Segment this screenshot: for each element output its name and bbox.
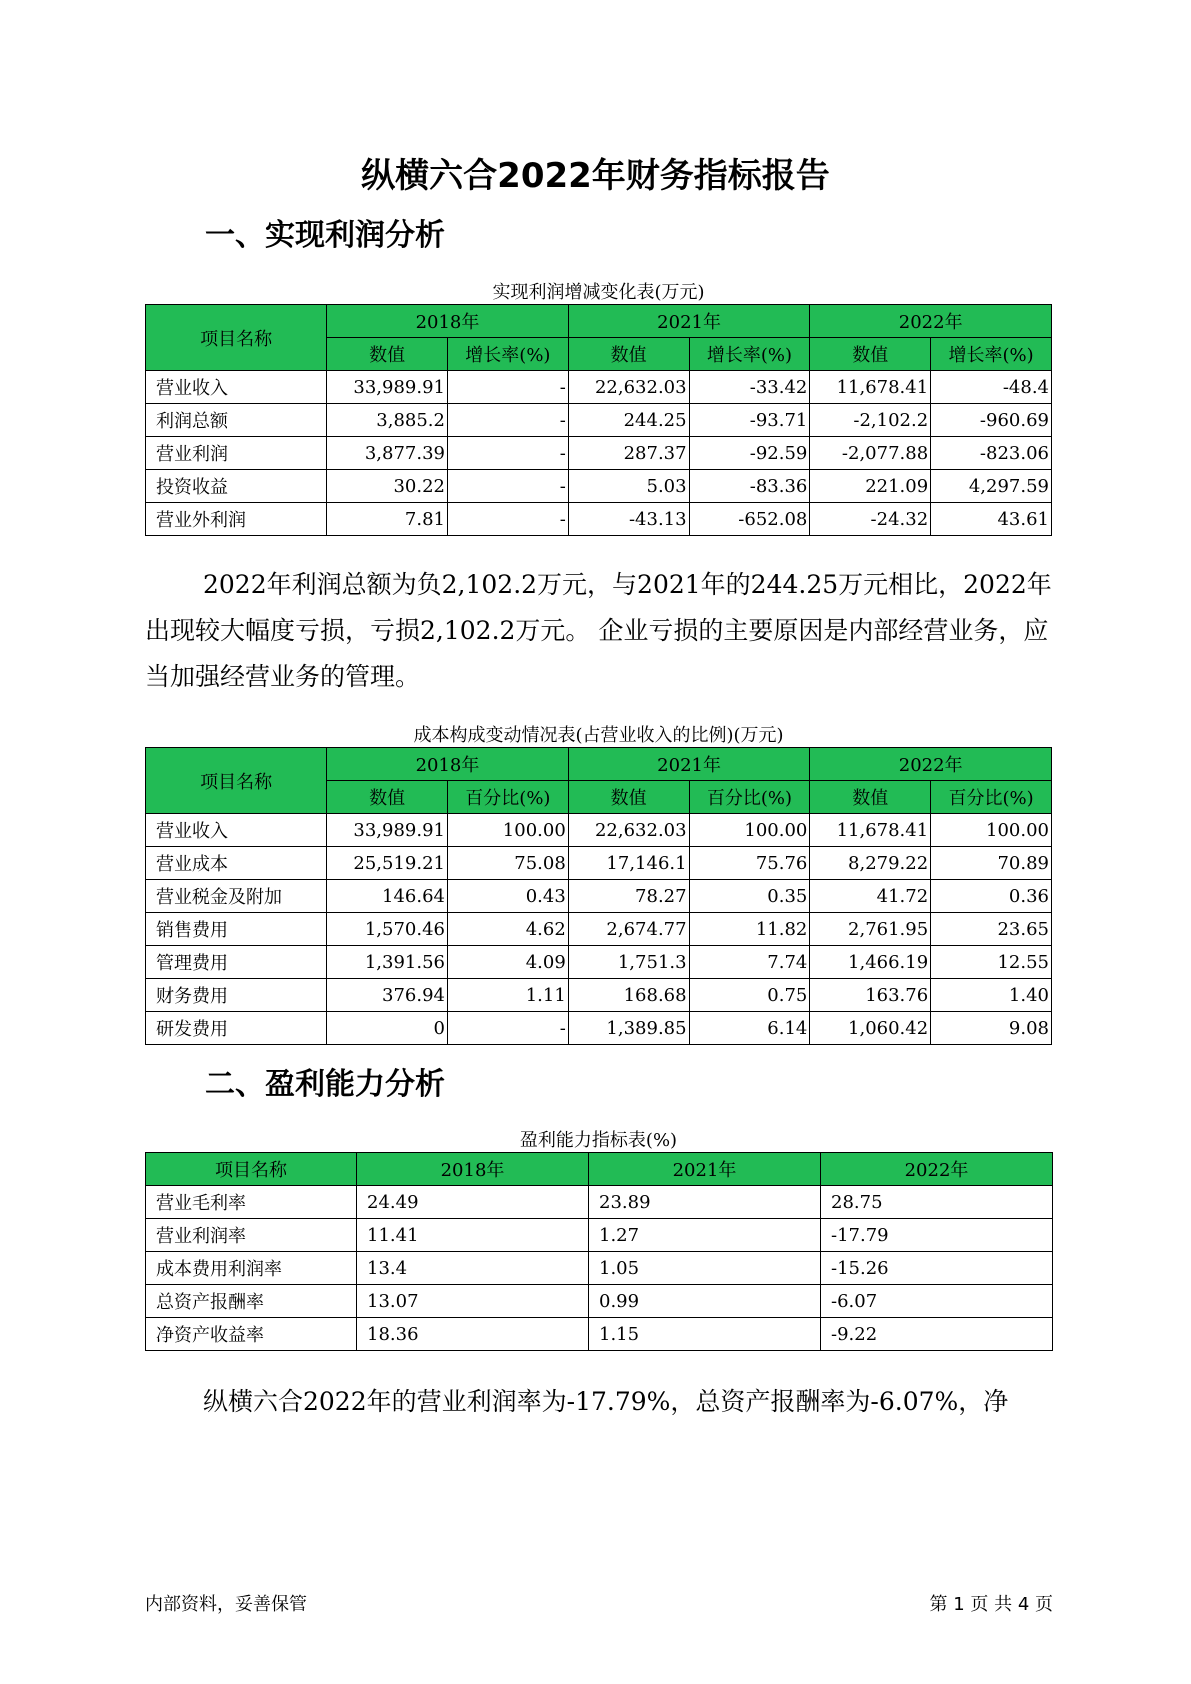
table-cell: 4,297.59 bbox=[931, 470, 1052, 503]
year-header: 2018年 bbox=[327, 305, 569, 338]
table-cell: 9.08 bbox=[931, 1012, 1052, 1045]
table-cell: 3,877.39 bbox=[327, 437, 448, 470]
table3-caption: 盈利能力指标表(%) bbox=[519, 1130, 678, 1151]
table-row bbox=[146, 1318, 1053, 1351]
table-row bbox=[146, 946, 1052, 979]
table-cell: 146.64 bbox=[327, 880, 448, 913]
section-heading-profitability: 二、盈利能力分析 bbox=[205, 1067, 445, 1102]
table-cell: -823.06 bbox=[931, 437, 1052, 470]
table-row bbox=[146, 371, 1052, 404]
row-label: 营业税金及附加 bbox=[146, 880, 327, 913]
table-cell: 13.4 bbox=[357, 1252, 589, 1285]
percent-header: 百分比(%) bbox=[931, 781, 1052, 814]
table-cell: -960.69 bbox=[931, 404, 1052, 437]
percent-header: 百分比(%) bbox=[689, 781, 810, 814]
row-label: 营业毛利率 bbox=[146, 1186, 357, 1219]
table-cell: - bbox=[447, 503, 568, 536]
row-label: 营业收入 bbox=[146, 814, 327, 847]
table-cell: 100.00 bbox=[447, 814, 568, 847]
table-cell: 0.36 bbox=[931, 880, 1052, 913]
year-header: 2018年 bbox=[327, 748, 569, 781]
table-cell: 33,989.91 bbox=[327, 814, 448, 847]
table-row bbox=[146, 1012, 1052, 1045]
table-row bbox=[146, 847, 1052, 880]
table-cell: - bbox=[447, 437, 568, 470]
row-label: 管理费用 bbox=[146, 946, 327, 979]
table-row bbox=[146, 979, 1052, 1012]
row-label: 营业成本 bbox=[146, 847, 327, 880]
table-cell: 221.09 bbox=[810, 470, 931, 503]
table-cell: 1,751.3 bbox=[568, 946, 689, 979]
table-cell: 33,989.91 bbox=[327, 371, 448, 404]
row-label: 营业利润 bbox=[146, 437, 327, 470]
row-label: 营业收入 bbox=[146, 371, 327, 404]
table-cell: 7.81 bbox=[327, 503, 448, 536]
table-row bbox=[146, 880, 1052, 913]
table-cell: 1,389.85 bbox=[568, 1012, 689, 1045]
value-header: 数值 bbox=[327, 338, 448, 371]
table-cell: 5.03 bbox=[568, 470, 689, 503]
table-cell: 7.74 bbox=[689, 946, 810, 979]
table-cell: 1.11 bbox=[447, 979, 568, 1012]
table-row bbox=[146, 913, 1052, 946]
table-cell: 163.76 bbox=[810, 979, 931, 1012]
table-cell: 0.35 bbox=[689, 880, 810, 913]
section-heading-profit: 一、实现利润分析 bbox=[205, 218, 445, 253]
table-cell: 3,885.2 bbox=[327, 404, 448, 437]
table-cell: 2,674.77 bbox=[568, 913, 689, 946]
value-header: 数值 bbox=[810, 781, 931, 814]
table-cell: - bbox=[447, 470, 568, 503]
table-cell: 22,632.03 bbox=[568, 371, 689, 404]
footer-confidential-note: 内部资料，妥善保管 bbox=[145, 1594, 307, 1615]
table2-caption: 成本构成变动情况表(占营业收入的比例)(万元) bbox=[413, 725, 784, 746]
table-cell: 1,391.56 bbox=[327, 946, 448, 979]
table-cell: 0 bbox=[327, 1012, 448, 1045]
table-cell: 1.27 bbox=[589, 1219, 821, 1252]
year-header: 2022年 bbox=[810, 748, 1052, 781]
table-cell: 1,570.46 bbox=[327, 913, 448, 946]
table-cell: 25,519.21 bbox=[327, 847, 448, 880]
table3-body bbox=[146, 1186, 1053, 1351]
page-title: 纵横六合2022年财务指标报告 bbox=[361, 156, 830, 196]
table-cell: 41.72 bbox=[810, 880, 931, 913]
item-name-header: 项目名称 bbox=[146, 748, 327, 814]
table-cell: 100.00 bbox=[689, 814, 810, 847]
table-cell: 17,146.1 bbox=[568, 847, 689, 880]
table-cell: 11.41 bbox=[357, 1219, 589, 1252]
table-cell: 78.27 bbox=[568, 880, 689, 913]
table-cell: -92.59 bbox=[689, 437, 810, 470]
table-cell: 4.62 bbox=[447, 913, 568, 946]
table-cell: 75.08 bbox=[447, 847, 568, 880]
year-header: 2018年 bbox=[357, 1153, 589, 1186]
item-name-header: 项目名称 bbox=[146, 305, 327, 371]
table-cell: -83.36 bbox=[689, 470, 810, 503]
table-cell: -15.26 bbox=[821, 1252, 1053, 1285]
table-cell: 75.76 bbox=[689, 847, 810, 880]
table-cell: 2,761.95 bbox=[810, 913, 931, 946]
table-row bbox=[146, 814, 1052, 847]
profit-change-table bbox=[145, 304, 1052, 536]
row-label: 利润总额 bbox=[146, 404, 327, 437]
profitability-table bbox=[145, 1152, 1053, 1351]
table-cell: 376.94 bbox=[327, 979, 448, 1012]
year-header: 2021年 bbox=[568, 305, 810, 338]
growth-header: 增长率(%) bbox=[689, 338, 810, 371]
row-label: 总资产报酬率 bbox=[146, 1285, 357, 1318]
table-cell: -652.08 bbox=[689, 503, 810, 536]
value-header: 数值 bbox=[810, 338, 931, 371]
table-cell: -43.13 bbox=[568, 503, 689, 536]
table-row bbox=[146, 437, 1052, 470]
table-cell: 4.09 bbox=[447, 946, 568, 979]
table-cell: 244.25 bbox=[568, 404, 689, 437]
row-label: 销售费用 bbox=[146, 913, 327, 946]
table-cell: - bbox=[447, 404, 568, 437]
row-label: 财务费用 bbox=[146, 979, 327, 1012]
profitability-paragraph: 纵横六合2022年的营业利润率为-17.79%，总资产报酬率为-6.07%，净 bbox=[203, 1387, 1009, 1416]
table-cell: 22,632.03 bbox=[568, 814, 689, 847]
table-cell: 1,060.42 bbox=[810, 1012, 931, 1045]
table-row bbox=[146, 470, 1052, 503]
year-header: 2022年 bbox=[810, 305, 1052, 338]
table-cell: 30.22 bbox=[327, 470, 448, 503]
table-cell: 6.14 bbox=[689, 1012, 810, 1045]
table-cell: 1.15 bbox=[589, 1318, 821, 1351]
table-cell: 18.36 bbox=[357, 1318, 589, 1351]
growth-header: 增长率(%) bbox=[447, 338, 568, 371]
table-cell: 23.89 bbox=[589, 1186, 821, 1219]
table-cell: 0.43 bbox=[447, 880, 568, 913]
table-cell: -93.71 bbox=[689, 404, 810, 437]
table-cell: 70.89 bbox=[931, 847, 1052, 880]
table-row bbox=[146, 1186, 1053, 1219]
table-cell: 12.55 bbox=[931, 946, 1052, 979]
table-row bbox=[146, 1285, 1053, 1318]
row-label: 投资收益 bbox=[146, 470, 327, 503]
row-label: 营业利润率 bbox=[146, 1219, 357, 1252]
table-cell: 100.00 bbox=[931, 814, 1052, 847]
table-cell: -24.32 bbox=[810, 503, 931, 536]
row-label: 成本费用利润率 bbox=[146, 1252, 357, 1285]
table-cell: 1,466.19 bbox=[810, 946, 931, 979]
table-cell: 8,279.22 bbox=[810, 847, 931, 880]
cost-structure-table bbox=[145, 747, 1052, 1045]
table1-body bbox=[146, 371, 1052, 536]
table-cell: -2,102.2 bbox=[810, 404, 931, 437]
table-cell: 168.68 bbox=[568, 979, 689, 1012]
row-label: 净资产收益率 bbox=[146, 1318, 357, 1351]
table-cell: -9.22 bbox=[821, 1318, 1053, 1351]
table-cell: 287.37 bbox=[568, 437, 689, 470]
table-row bbox=[146, 503, 1052, 536]
table-cell: 0.75 bbox=[689, 979, 810, 1012]
value-header: 数值 bbox=[327, 781, 448, 814]
table-row bbox=[146, 1219, 1053, 1252]
table-cell: 11,678.41 bbox=[810, 371, 931, 404]
year-header: 2022年 bbox=[821, 1153, 1053, 1186]
table-cell: 13.07 bbox=[357, 1285, 589, 1318]
value-header: 数值 bbox=[568, 781, 689, 814]
table-cell: 0.99 bbox=[589, 1285, 821, 1318]
row-label: 研发费用 bbox=[146, 1012, 327, 1045]
table-cell: - bbox=[447, 1012, 568, 1045]
table-cell: -17.79 bbox=[821, 1219, 1053, 1252]
value-header: 数值 bbox=[568, 338, 689, 371]
year-header: 2021年 bbox=[568, 748, 810, 781]
table-row bbox=[146, 404, 1052, 437]
table-cell: 23.65 bbox=[931, 913, 1052, 946]
table-cell: 43.61 bbox=[931, 503, 1052, 536]
table-cell: -33.42 bbox=[689, 371, 810, 404]
table-cell: -6.07 bbox=[821, 1285, 1053, 1318]
profit-analysis-paragraph: 2022年利润总额为负2,102.2万元，与2021年的244.25万元相比，2022年出现较大幅度亏损，亏损2,102.2万元。 企业亏损的主要原因是内部经营业务，应当加强经营业务的管理。 bbox=[145, 570, 1052, 691]
table-cell: -48.4 bbox=[931, 371, 1052, 404]
table-row bbox=[146, 1252, 1053, 1285]
year-header: 2021年 bbox=[589, 1153, 821, 1186]
percent-header: 百分比(%) bbox=[447, 781, 568, 814]
table-cell: 11.82 bbox=[689, 913, 810, 946]
growth-header: 增长率(%) bbox=[931, 338, 1052, 371]
table-cell: 28.75 bbox=[821, 1186, 1053, 1219]
table-cell: 24.49 bbox=[357, 1186, 589, 1219]
table-cell: -2,077.88 bbox=[810, 437, 931, 470]
table-cell: - bbox=[447, 371, 568, 404]
footer-page-number: 第 1 页 共 4 页 bbox=[929, 1594, 1053, 1615]
table1-caption: 实现利润增减变化表(万元) bbox=[492, 282, 705, 303]
table-cell: 1.40 bbox=[931, 979, 1052, 1012]
table-cell: 1.05 bbox=[589, 1252, 821, 1285]
item-name-header: 项目名称 bbox=[146, 1153, 357, 1186]
table2-body bbox=[146, 814, 1052, 1045]
row-label: 营业外利润 bbox=[146, 503, 327, 536]
table-cell: 11,678.41 bbox=[810, 814, 931, 847]
